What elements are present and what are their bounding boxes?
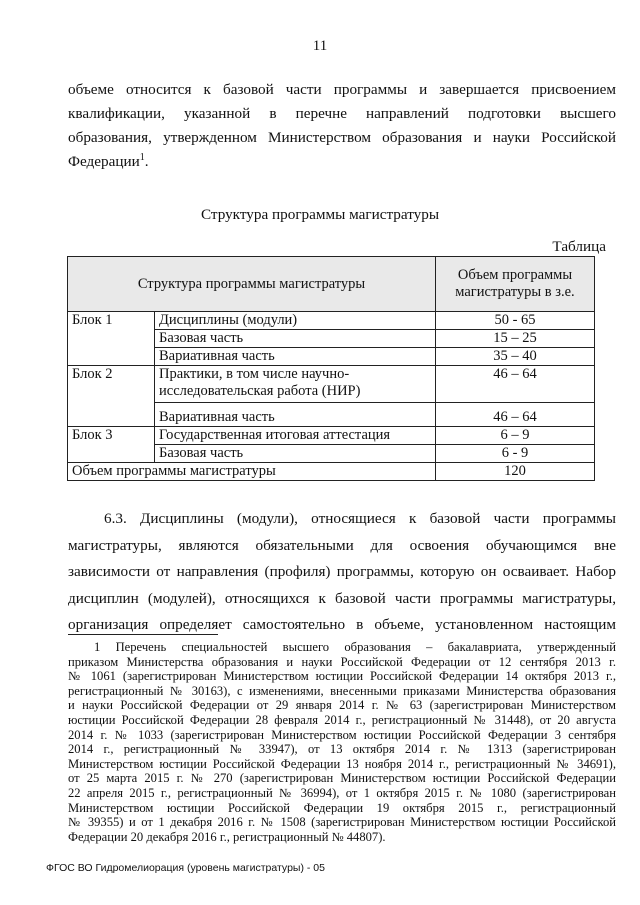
volume-cell: 6 - 9 [436, 445, 595, 463]
footnote-line: от 25 марта 2015 г. № 270 (зарегистрирован Министерством юстиции Российской Федерации [68, 771, 616, 786]
footnote-divider [68, 634, 218, 635]
footnote-line: Министерством юстиции Российской Федерации 13 ноября 2014 г., регистрационный № 34691), [68, 756, 616, 771]
footnote-line: № 1061 (зарегистрирован Министерством юстиции Российской Федерации 14 октября 2013 г., [68, 669, 616, 684]
intro-line: образования, утвержденном Министерством образования и науки Российской [68, 129, 616, 146]
footnote-line: 1 Перечень специальностей высшего образования – бакалавриата, утвержденный [94, 640, 616, 654]
table-row [68, 312, 595, 330]
footnote-line: 22 апреля 2015 г., регистрационный № 36994), от 1 октября 2015 г. № 1080 (зарегистрирован [68, 785, 616, 800]
section-line: зависимости от направления (профиля) программы, которую он осваивает. Набор [68, 563, 616, 580]
table-label: Таблица [552, 238, 606, 255]
footnote-line: 2014 г., регистрационный № 33947), от 13 октября 2014 г. № 1313 (зарегистрирован [68, 742, 616, 757]
footnote [68, 640, 616, 844]
section-6-3-paragraph [68, 506, 616, 639]
header-structure: Структура программы магистратуры [68, 257, 436, 312]
section-line: 6.3. Дисциплины (модули), относящиеся к базовой части программы [104, 510, 616, 527]
name-cell: Базовая часть [155, 330, 436, 348]
program-structure-table [67, 256, 595, 481]
name-cell: Вариативная часть [155, 348, 436, 366]
name-cell: Базовая часть [155, 445, 436, 463]
page-number: 11 [312, 38, 328, 54]
block-cell: Блок 2 [68, 366, 155, 427]
intro-line: объеме относится к базовой части программы и завершается присвоением [68, 81, 616, 98]
table-title: Структура программы магистратуры [200, 206, 440, 223]
page-footer: ФГОС ВО Гидромелиорация (уровень магистратуры) - 05 [46, 862, 325, 874]
footnote-reference: 1 [139, 151, 145, 163]
table-total-row [68, 463, 595, 481]
total-label: Объем программы магистратуры [68, 463, 436, 481]
section-line: дисциплин (модулей), относящихся к базовой части программы магистратуры, [68, 589, 616, 607]
block-cell: Блок 3 [68, 427, 155, 463]
name-cell: Вариативная часть [155, 403, 436, 427]
footnote-line: № 39355) и от 1 декабря 2016 г. № 1508 (зарегистрирован Министерством юстиции Российской [68, 815, 616, 830]
table-row [68, 427, 595, 445]
intro-line-end: . [144, 153, 149, 170]
volume-cell: 50 - 65 [436, 312, 595, 330]
volume-cell: 46 – 64 [436, 366, 595, 403]
total-value: 120 [436, 463, 595, 481]
block-cell: Блок 1 [68, 312, 155, 366]
footnote-line: Министерством юстиции Российской Федерации 19 октября 2015 г., регистрационный [68, 800, 616, 815]
name-cell: Практики, в том числе научно-исследовательская работа (НИР) [155, 366, 436, 403]
table-row [68, 366, 595, 403]
footnote-line: 2014 г. № 1033 (зарегистрирован Министерством юстиции Российской Федерации 3 сентября [68, 727, 616, 742]
footnote-line: и науки Российской Федерации от 29 января 2014 г. № 63 (зарегистрирован Министерством [68, 698, 616, 713]
intro-paragraph [68, 78, 616, 174]
intro-line: квалификации, указанной в перечне направлений подготовки высшего [68, 105, 616, 122]
intro-line-text: Федерации [68, 153, 140, 170]
footnote-line: регистрационный № 30163), с изменениями, внесенными приказами Министерства образования [68, 683, 616, 698]
volume-cell: 15 – 25 [436, 330, 595, 348]
header-volume: Объем программы магистратуры в з.е. [436, 257, 595, 312]
section-line: магистратуры, являются обязательными для освоения обучающимся вне [68, 536, 616, 554]
table-header-row [68, 257, 595, 312]
name-cell: Дисциплины (модули) [155, 312, 436, 330]
footnote-line: юстиции Российской Федерации 28 февраля 2014 г., регистрационный № 31448), от 20 августа [68, 712, 616, 727]
intro-line [68, 150, 616, 174]
footnote-line: приказом Министерства образования и науки Российской Федерации от 12 сентября 2013 г. [68, 654, 616, 669]
volume-cell: 35 – 40 [436, 348, 595, 366]
volume-cell: 6 – 9 [436, 427, 595, 445]
volume-cell: 46 – 64 [436, 403, 595, 427]
name-cell: Государственная итоговая аттестация [155, 427, 436, 445]
footnote-line: Федерации 20 декабря 2016 г., регистрационный № 44807). [68, 829, 386, 844]
section-line: организация определяет самостоятельно в объеме, установленном настоящим [68, 616, 616, 633]
